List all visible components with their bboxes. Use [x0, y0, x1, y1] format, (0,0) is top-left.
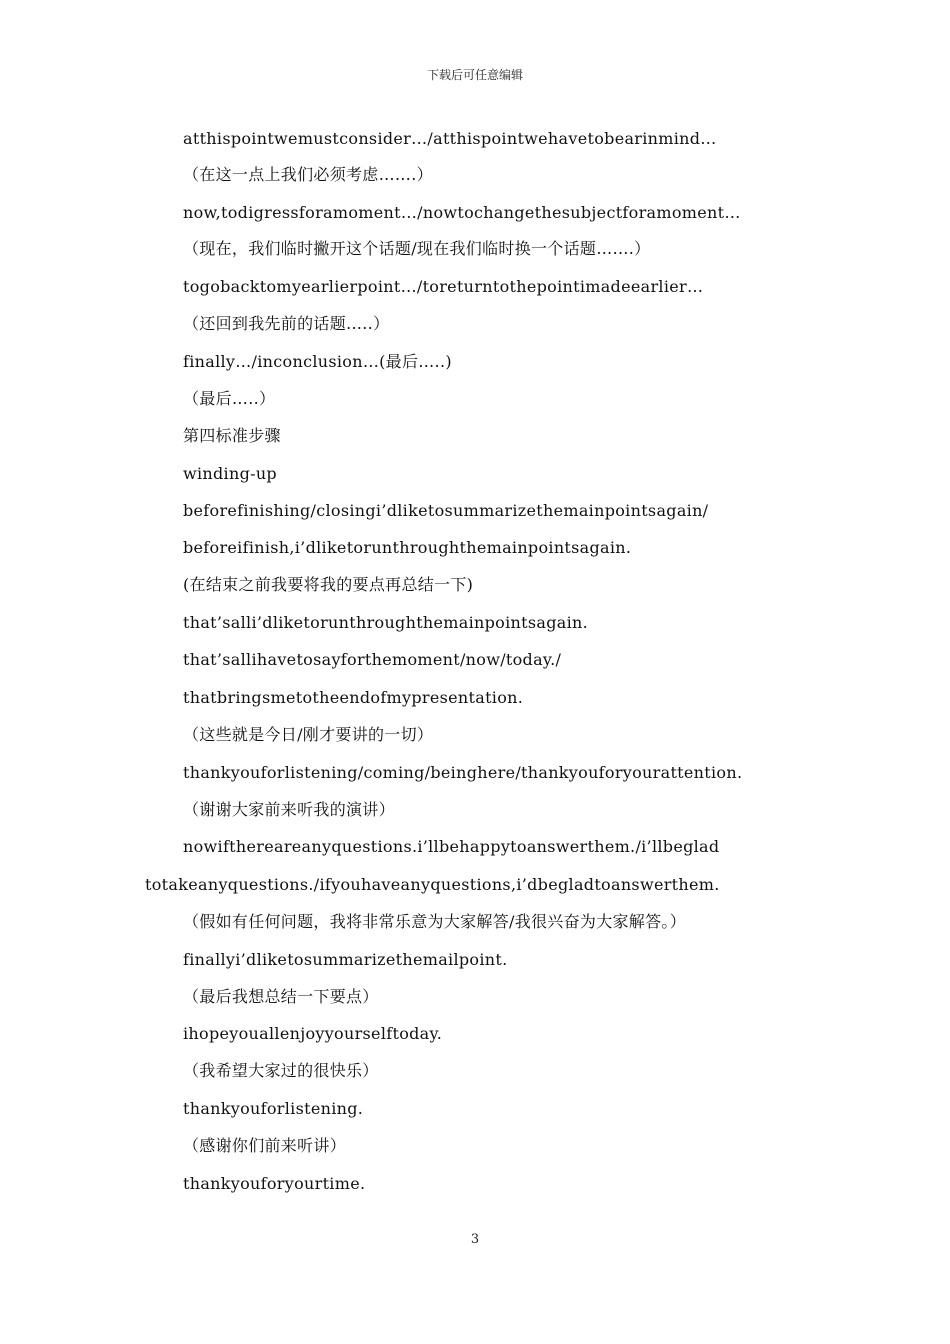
text-line: （谢谢大家前来听我的演讲）	[183, 800, 395, 819]
section-heading: 第四标准步骤	[183, 426, 281, 445]
text-line: （最后…..）	[183, 389, 276, 408]
text-line: beforefinishing/closingi’dliketosummarizethemainpointsagain/	[183, 501, 709, 520]
text-line: finallyi’dliketosummarizethemailpoint.	[183, 950, 508, 969]
page-number: 3	[470, 1232, 480, 1247]
text-line: （这些就是今日/刚才要讲的一切）	[183, 725, 434, 744]
text-line: （我希望大家过的很快乐）	[183, 1061, 379, 1080]
text-line: (在结束之前我要将我的要点再总结一下)	[183, 575, 474, 594]
text-line: thatbringsmetotheendofmypresentation.	[183, 688, 524, 707]
text-line: （最后我想总结一下要点）	[183, 987, 379, 1006]
text-line: finally…/inconclusion…(最后…..)	[183, 352, 452, 371]
text-line: thankyouforlistening.	[183, 1099, 364, 1118]
text-line: （在这一点上我们必须考虑…….）	[183, 165, 433, 184]
text-line: togobacktomyearlierpoint…/toreturntothepointimadeearlier…	[183, 277, 704, 296]
text-line: thankyouforyourtime.	[183, 1174, 366, 1193]
text-line: atthispointwemustconsider…/atthispointwehavetobearinmind…	[183, 129, 717, 148]
text-line: that’salli’dliketorunthroughthemainpointsagain.	[183, 613, 589, 632]
text-line: （现在，我们临时撇开这个话题/现在我们临时换一个话题…….）	[183, 239, 651, 258]
text-line: ihopeyouallenjoyyourselftoday.	[183, 1024, 443, 1043]
text-line: （还回到我先前的话题…..）	[183, 314, 390, 333]
text-line: thankyouforlistening/coming/beinghere/thankyouforyourattention.	[183, 763, 743, 782]
text-line: beforeifinish,i’dliketorunthroughthemainpointsagain.	[183, 538, 632, 557]
text-line: （假如有任何问题，我将非常乐意为大家解答/我很兴奋为大家解答。）	[183, 912, 686, 931]
page-header: 下载后可任意编辑	[426, 68, 523, 82]
text-line: winding-up	[183, 464, 277, 483]
text-line: that’sallihavetosayforthemoment/now/today./	[183, 650, 562, 669]
text-line: now,todigressforamoment…/nowtochangethesubjectforamoment…	[183, 203, 741, 222]
text-line: totakeanyquestions./ifyouhaveanyquestions,i’dbegladtoanswerthem.	[145, 875, 720, 894]
text-line: nowifthereareanyquestions.i’llbehappytoanswerthem./i’llbeglad	[183, 837, 720, 856]
text-line: （感谢你们前来听讲）	[183, 1136, 347, 1155]
